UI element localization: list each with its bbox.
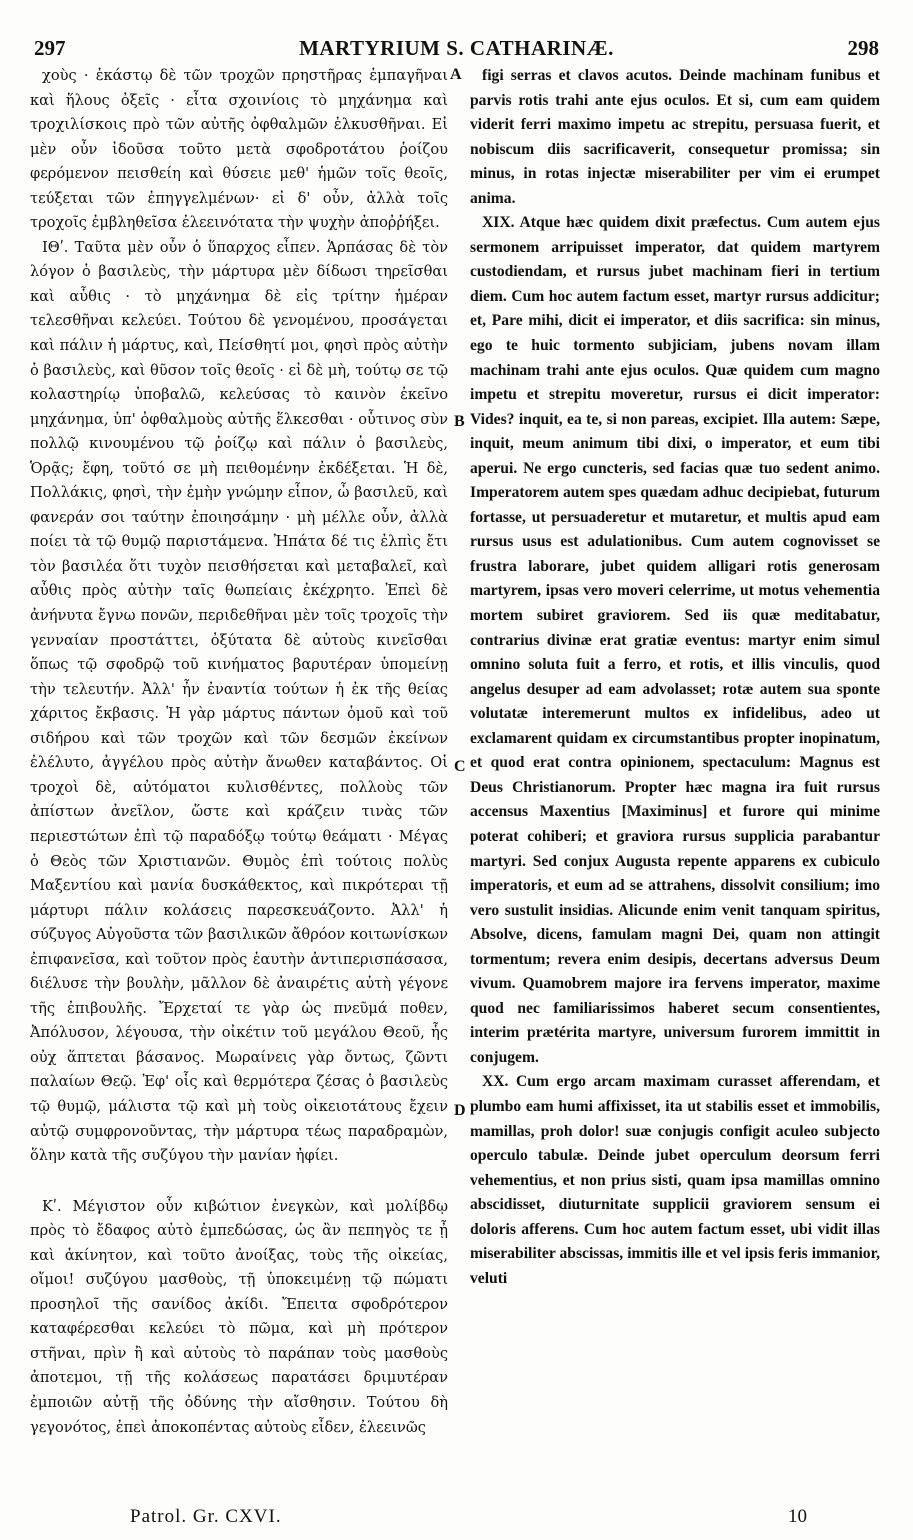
- right-page-number: 298: [847, 36, 879, 60]
- greek-paragraph-20: Κʹ. Μέγιστον οὖν κιβώτιον ἐνεγκὼν, καὶ μολίβδῳ πρὸς τὸ ἔδαφος αὐτὸ ἐμπεδώσας, ὡς ἂν πεπηγὸς τε ᾖ καὶ ἀκίνητον, καὶ τοῦτο ἀνοίξας, τοὺς τῆς οἰκείας, οἴμοι! συζύγου μασθοὺς, τῇ ὑποκειμένῃ τῷ πώματι προσηλοῖ τῆς σανίδος ἀκίδι. Ἔπειτα σφοδρότερον καταφέρεσθαι κελεύει τὸ πῶμα, καὶ μὴ πρότερον στῆναι, πρὶν ἢ καὶ αὐτοὺς τὸ παράπαν τοὺς μασθοὺς ἀποτεμοι, τῇ τῆς κολάσεως παρατάσει δριμυτέραν ἐμποιῶν αὐτῇ τῆς ὀδύνης τὴν αἴσθησιν. Τούτου δὴ γεγονότος, ἐπεὶ ἀποκοπέντας αὐτοὺς εἶδεν, ἐλεεινῶς: [30, 1197, 448, 1436]
- greek-text-column: [30, 64, 448, 1496]
- latin-paragraph-20: XX. Cum ergo arcam maximam curasset afferendam, et plumbo eam humi affixisset, ita ut stabilis esset et immobilis, mamillas, proh dolor! suæ conjugis configit aculeo subjecto operculo tabulæ. Deinde jubet operculum deorsum ferri vehementius, et non prius sisti, quam ipsa mamillas omnino abscidisset, diuturnitate supplicii graviorem sensum ei doloris afferens. Cum hoc autem factum esset, ubi vidit illas miserabiliter abscissas, immitis ille et vel ipsis feris immanior, veluti: [470, 1073, 880, 1287]
- margin-marker-a: A: [450, 66, 462, 83]
- gathering-number: 10: [788, 1506, 807, 1527]
- margin-marker-d: D: [454, 1102, 466, 1119]
- margin-marker-b: B: [454, 413, 465, 430]
- margin-marker-c: C: [454, 758, 466, 775]
- page-header: [34, 36, 879, 62]
- signature-mark: Patrol. Gr. CXVI.: [130, 1506, 282, 1527]
- running-title: MARTYRIUM S. CATHARINÆ.: [299, 36, 614, 60]
- left-page-number: 297: [34, 36, 66, 60]
- greek-paragraph-1: χοὺς · ἑκάστῳ δὲ τῶν τροχῶν πρηστῆρας ἐμπαγῆναι καὶ ἥλους ὀξεῖς · εἶτα σχοινίοις τὸ μηχάνημα καὶ τροχιλίσκοις πρὸ τῶν αὐτῆς ὀφθαλμῶν ἑλκυσθῆναι. Εἰ μὲν οὖν ἰδοῦσα τοῦτο μετὰ σφοδροτάτου ῥοίζου φερόμενον πεισθείη καὶ θύσειε μεθ' ἡμῶν τοῖς θεοῖς, τεύξεται τῶν ἐπηγγελμένων· εἰ δ' οὖν, ἀλλὰ τοῖς τροχοῖς ἐμβληθεῖσα ἐλεεινότατα τὴν ψυχὴν ἀποῤῥήξει.: [30, 67, 448, 232]
- latin-text-column: [470, 64, 880, 1496]
- latin-paragraph-1: figi serras et clavos acutos. Deinde machinam funibus et parvis rotis trahi ante ejus oculos. Et si, cum eam quidem viderit ferri maximo impetu ac strepitu, persuasa fuerit, et nobiscum diis sacrificaverit, consequetur promissa; sin minus, in rotas injectæ miserabiliter per vim ei erumpet anima.: [470, 67, 880, 207]
- latin-paragraph-19: XIX. Atque hæc quidem dixit præfectus. Cum autem ejus sermonem arripuisset imperator, dat quidem martyrem custodiendam, et rursus jubet machinam fieri in tertium diem. Cum hoc autem factum esset, martyr rursus addicitur; et, Pare mihi, dicit ei imperator, et diis sacrifica: sin minus, ego te huic tormento subjiciam, jubens novam illam machinam trahi ante ejus oculos. Quæ quidem cum magno impetu et strepitu moveretur, rursus ei dicit imperator: Vides? inquit, ea te, si non pareas, excipiet. Illa autem: Sæpe, inquit, meum animum tibi dixi, o imperator, et eum tibi aperui. Ne ergo cuncteris, sed facias quæ tuo sedent animo. Imperatorem autem spes quædam adhuc decipiebat, futurum fortasse, ut persuaderetur et mutaretur, et multis apud eam rursus usus est adulationibus. Cum autem cognovisset se frustra laborare, jubet quidem alligari rotis generosam martyrem, ipsas vero moveri celerrime, ut motus vehementia mortem subiret graviorem. Sed iis quæ meditabatur, contrarius divinæ erat gratiæ eventus: martyr enim simul omnino soluta fuit a ferro, et rotis, et illis vinculis, quod angelus desuper ad eam advolasset; rotæ autem sua sponte volutatæ interemerunt multos ex infidelibus, adeo ut exclamarent quidam ex circumstantibus propter inopinatum, et quod erat contra opinionem, spectaculum: Magnus est Deus Christianorum. Propter hæc magna ira fuit rursus accensus Maxentius [Maximinus] et furore qui minime poterat cohiberi; et graviora rursus supplicia parabantur martyri. Sed conjux Augusta repente apparens ex cubiculo imperatoris, et eum ad se attrahens, dissolvit consilium; imo vero sustulit insidias. Alicunde enim venit tanquam spiritus, Absolve, dicens, famulam magni Dei, quam non attingit tormentum; revera enim desipis, decertans adversus Deum vivum. Quamobrem majore ira fervens imperator, maxime quod nec familiarissimos haberet secum consentientes, interim prætérita martyre, universum furorem immittit in conjugem.: [470, 214, 880, 1066]
- greek-paragraph-19: ΙΘʹ. Ταῦτα μὲν οὖν ὁ ὕπαρχος εἶπεν. Ἁρπάσας δὲ τὸν λόγον ὁ βασιλεὺς, τὴν μάρτυρα μὲν δίδωσι τηρεῖσθαι καὶ αὖθις · τὸ μηχάνημα δὲ εἰς τρίτην ἡμέραν τελεσθῆναι κελεύει. Τούτου δὲ γενομένου, προσάγεται καὶ πάλιν ἡ μάρτυς, καὶ, Πείσθητί μοι, φησὶ πρὸς αὐτὴν ὁ βασιλεὺς, καὶ θῦσον τοῖς θεοῖς · εἰ δὲ μὴ, τούτῳ σε τῷ κολαστηρίῳ ὑποβαλῶ, κελεύσας τὸ καινὸν ἐκεῖνο μηχάνημα, ὑπ' ὀφθαλμοὺς αὐτῆς ἕλκεσθαι · οὗτινος σὺν πολλῷ κινουμένου τῷ ῥοίζῳ καὶ πάλιν ὁ βασιλεὺς, Ὁρᾷς; ἔφη, τοῦτό σε μὴ πειθομένην ἐκδέξεται. Ἡ δὲ, Πολλάκις, φησὶ, τὴν ἐμὴν γνώμην εἶπον, ὦ βασιλεῦ, καὶ φανεράν σοι ταύτην ἐποιησάμην · μὴ μέλλε οὖν, ἀλλὰ ποίει τὰ τῷ θυμῷ παριστάμενα. Ἠπάτα δέ τις ἐλπὶς ἔτι τὸν βασιλέα ὅτι τυχὸν πεισθήσεται καὶ μεταβαλεῖ, καὶ αὖθις πρὸς αὐτὴν ταῖς θωπείαις ἐκέχρητο. Ἐπεὶ δὲ ἀνήνυτα ἔγνω πονῶν, περιδεθῆναι μὲν τοῖς τροχοῖς τὴν γενναίαν προστάττει, ὀξύτατα δὲ αὐτοὺς κινεῖσθαι ὅπως τῷ σφοδρῷ τοῦ κινήματος βαρυτέραν ὑπομείνῃ τὴν τελευτήν. Ἀλλ' ἦν ἐναντία τούτων ἡ ἐκ τῆς θείας χάριτος ἔκβασις. Ἡ γὰρ μάρτυς πάντων ὁμοῦ καὶ τοῦ σιδήρου καὶ τῶν τροχῶν καὶ τῶν δεσμῶν ἐκείνων ἐλέλυτο, ἀγγέλου πρὸς αὐτὴν ἄνωθεν καταβάντος. Οἱ τροχοὶ δὲ, αὐτόματοι κυλισθέντες, πολλοὺς τῶν ἀπίστων ἀνεῖλον, ὥστε καὶ κράζειν τινὰς τῶν περιεστώτων ἐπὶ τῷ παραδόξῳ τούτῳ θεάματι · Μέγας ὁ Θεὸς τῶν Χριστιανῶν. Θυμὸς ἐπὶ τούτοις πολὺς Μαξεντίου καὶ μανία δυσκάθεκτος, καὶ πικρότεραι τῇ μάρτυρι πάλιν κολάσεις παρεσκευάζοντο. Ἀλλ' ἡ σύζυγος Αὐγοῦστα τῶν βασιλικῶν ἄθρόον κοιτωνίσκων ἐπιφανεῖσα, καὶ τοῦτον πρὸς ἑαυτὴν ἀντιπερισπάσασα, διέλυσε τὴν βουλὴν, μᾶλλον δὲ ἀναιρέτις αὐτὴ γέγονε τῆς ἐπιβουλῆς. Ἔρχεταί τε γὰρ ὡς πνεῦμά ποθεν, Ἀπόλυσον, λέγουσα, τὴν οἰκέτιν τοῦ μεγάλου Θεοῦ, ἧς οὐχ ἅπτεται βάσανος. Μωραίνεις γὰρ ὄντως, ζῶντι παλαίων Θεῷ. Ἐφ' οἷς καὶ θερμότερα ζέσας ὁ βασιλεὺς τῷ θυμῷ, μάλιστα τῷ καὶ μὴ τοὺς οἰκειοτάτους ἔχειν αὐτῷ συμφρονοῦντας, τὴν μάρτυρα τέως παραδραμὼν, ὅλην κατὰ τῆς συζύγου τὴν μανίαν ἠφίει.: [30, 238, 448, 1165]
